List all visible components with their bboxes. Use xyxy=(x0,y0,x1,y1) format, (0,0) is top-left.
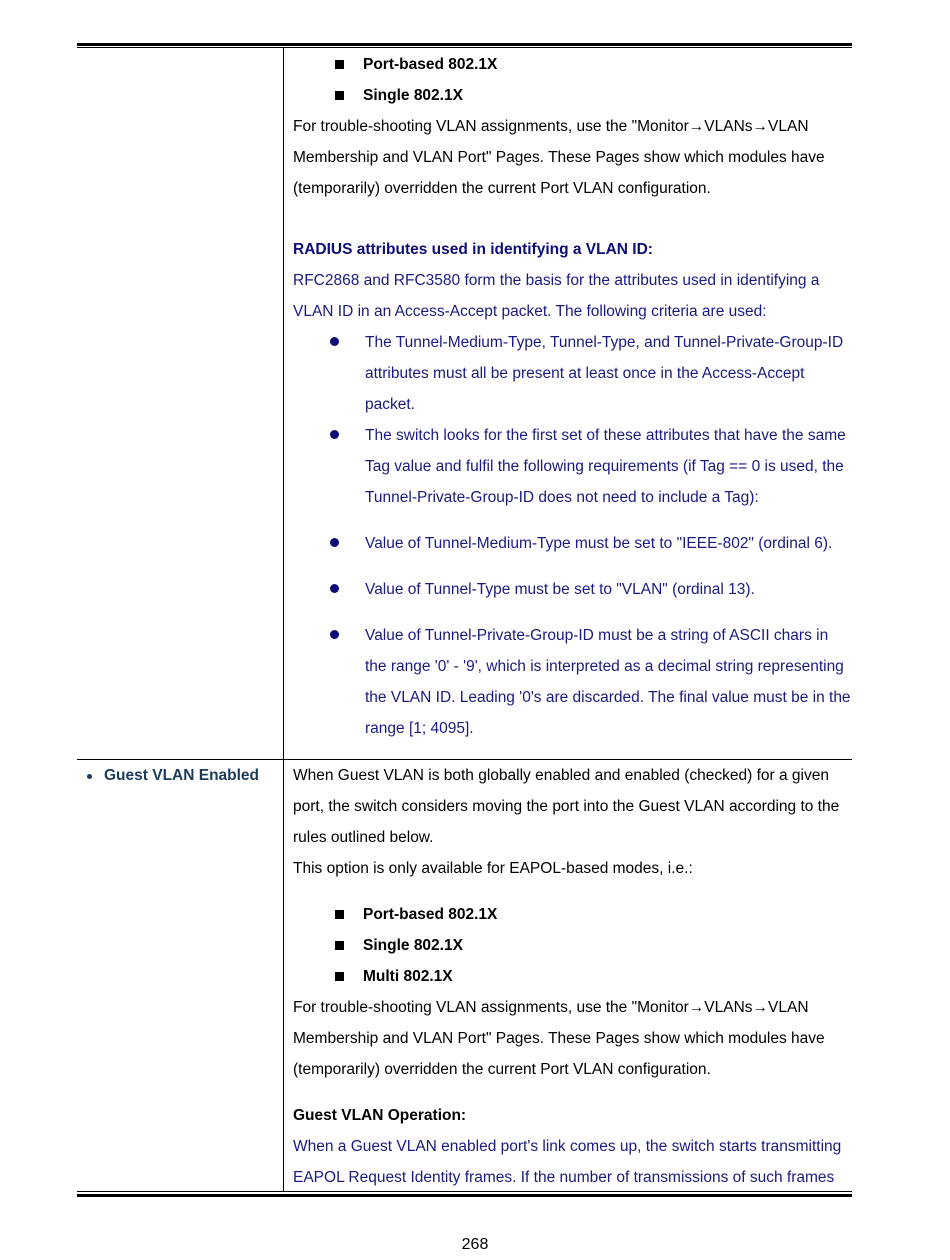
paragraph-line: rules outlined below. xyxy=(293,829,434,846)
round-bullet-icon xyxy=(330,337,339,346)
paragraph-line: For trouble-shooting VLAN assignments, use the "Monitor→VLANs→VLAN xyxy=(293,999,809,1016)
paragraph-line: This option is only available for EAPOL-based modes, i.e.: xyxy=(293,860,693,877)
mode-item: Port-based 802.1X xyxy=(363,906,498,923)
mode-item: Port-based 802.1X xyxy=(363,56,498,73)
bullet-line: Tunnel-Private-Group-ID does not need to include a Tag): xyxy=(365,489,759,506)
table-top-rule-inner xyxy=(77,47,852,48)
bullet-line: The switch looks for the first set of these attributes that have the same xyxy=(365,427,846,444)
bullet-line: Tag value and fulfil the following requirements (if Tag == 0 is used, the xyxy=(365,458,844,475)
round-bullet-icon xyxy=(330,430,339,439)
paragraph-line: (temporarily) overridden the current Port VLAN configuration. xyxy=(293,180,711,197)
square-bullet-icon xyxy=(335,910,344,919)
bullet-line: Value of Tunnel-Medium-Type must be set to "IEEE-802" (ordinal 6). xyxy=(365,535,833,552)
paragraph-line: port, the switch considers moving the port into the Guest VLAN according to the xyxy=(293,798,840,815)
paragraph-line: When Guest VLAN is both globally enabled and enabled (checked) for a given xyxy=(293,767,829,784)
bullet-line: attributes must all be present at least once in the Access-Accept xyxy=(365,365,805,382)
mode-item: Single 802.1X xyxy=(363,87,463,104)
parameter-label: Guest VLAN Enabled xyxy=(104,767,260,784)
square-bullet-icon xyxy=(335,91,344,100)
bullet-line: packet. xyxy=(365,396,415,413)
bullet-line: Value of Tunnel-Private-Group-ID must be a string of ASCII chars in xyxy=(365,627,829,644)
radius-heading: RADIUS attributes used in identifying a VLAN ID: xyxy=(293,241,653,258)
table-bottom-rule xyxy=(77,1194,852,1197)
bullet-line: the VLAN ID. Leading '0's are discarded. The final value must be in the xyxy=(365,689,851,706)
bullet-line: Value of Tunnel-Type must be set to "VLAN" (ordinal 13). xyxy=(365,581,755,598)
row-divider xyxy=(77,759,852,760)
paragraph-line: Membership and VLAN Port" Pages. These Pages show which modules have xyxy=(293,149,825,166)
round-bullet-icon xyxy=(330,630,339,639)
square-bullet-icon xyxy=(335,972,344,981)
bullet-line: range [1; 4095]. xyxy=(365,720,474,737)
bullet-line: the range '0' - '9', which is interpreted as a decimal string representing xyxy=(365,658,844,675)
bullet-line: The Tunnel-Medium-Type, Tunnel-Type, and Tunnel-Private-Group-ID xyxy=(365,334,844,351)
mode-item: Multi 802.1X xyxy=(363,968,453,985)
square-bullet-icon xyxy=(335,941,344,950)
paragraph-line: RFC2868 and RFC3580 form the basis for the attributes used in identifying a xyxy=(293,272,820,289)
mode-item: Single 802.1X xyxy=(363,937,463,954)
small-bullet-icon xyxy=(87,774,92,779)
table-bottom-rule-inner xyxy=(77,1191,852,1192)
paragraph-line: For trouble-shooting VLAN assignments, use the "Monitor→VLANs→VLAN xyxy=(293,118,809,135)
paragraph-line: When a Guest VLAN enabled port's link comes up, the switch starts transmitting xyxy=(293,1138,842,1155)
round-bullet-icon xyxy=(330,538,339,547)
square-bullet-icon xyxy=(335,60,344,69)
paragraph-line: VLAN ID in an Access-Accept packet. The following criteria are used: xyxy=(293,303,767,320)
column-divider xyxy=(283,47,284,1192)
paragraph-line: (temporarily) overridden the current Port VLAN configuration. xyxy=(293,1061,711,1078)
paragraph-line: EAPOL Request Identity frames. If the number of transmissions of such frames xyxy=(293,1169,835,1186)
table-top-rule xyxy=(77,43,852,46)
operation-heading: Guest VLAN Operation: xyxy=(293,1107,467,1124)
paragraph-line: Membership and VLAN Port" Pages. These Pages show which modules have xyxy=(293,1030,825,1047)
round-bullet-icon xyxy=(330,584,339,593)
page-number: 268 xyxy=(461,1236,489,1253)
